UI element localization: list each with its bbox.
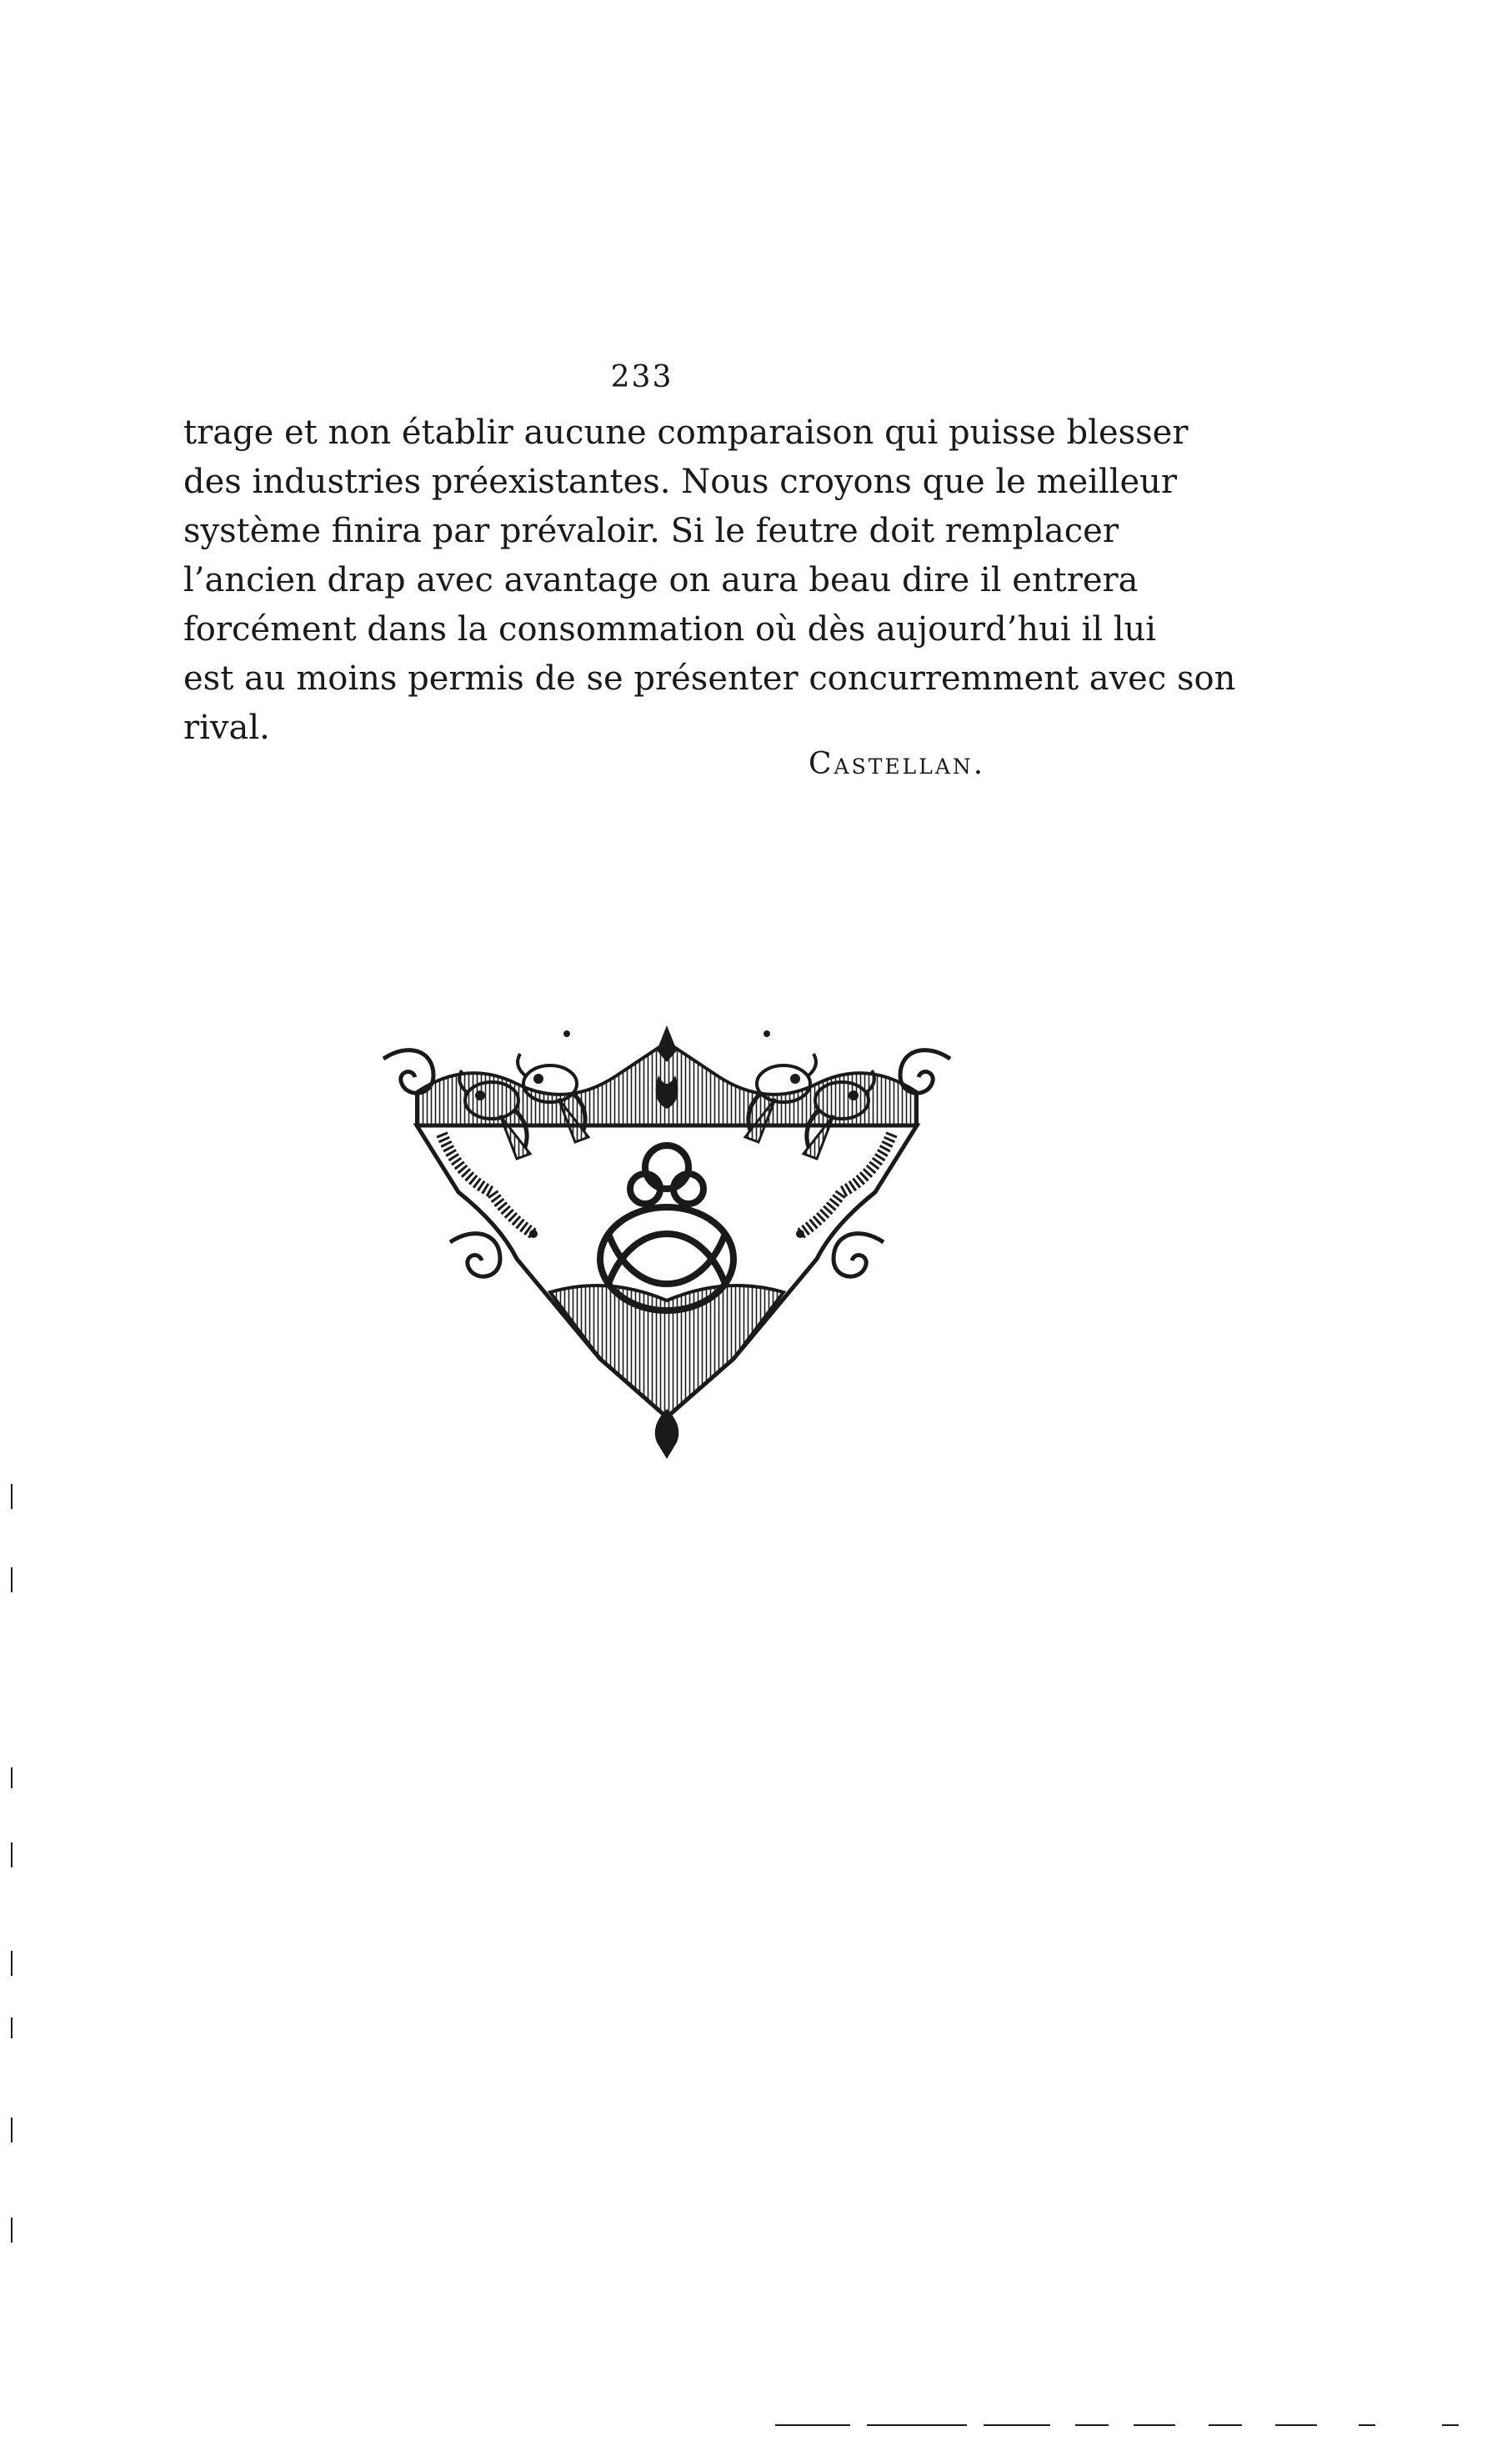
page-number: 233 [610, 360, 673, 394]
text-line: est au moins permis de se présenter concurremment avec son [183, 659, 1236, 698]
text-line: l’ancien drap avec avantage on aura beau dire il entrera [183, 561, 1139, 599]
text-line: système finira par prévaloir. Si le feutre doit remplacer [183, 512, 1119, 550]
text-line: forcément dans la consommation où dès aujourd’hui il lui [183, 610, 1157, 649]
body-text [183, 409, 1236, 753]
scan-margin-marks [8, 1484, 15, 2443]
scan-bottom-rules [775, 2421, 1509, 2429]
text-line: rival. [183, 709, 270, 747]
cul-de-lampe-ornament-icon [367, 1025, 967, 1459]
text-line: trage et non établir aucune comparaison qui puisse blesser [183, 414, 1189, 452]
text-line: des industries préexistantes. Nous croyons que le meilleur [183, 463, 1178, 501]
author-signature: Castellan. [809, 747, 986, 781]
